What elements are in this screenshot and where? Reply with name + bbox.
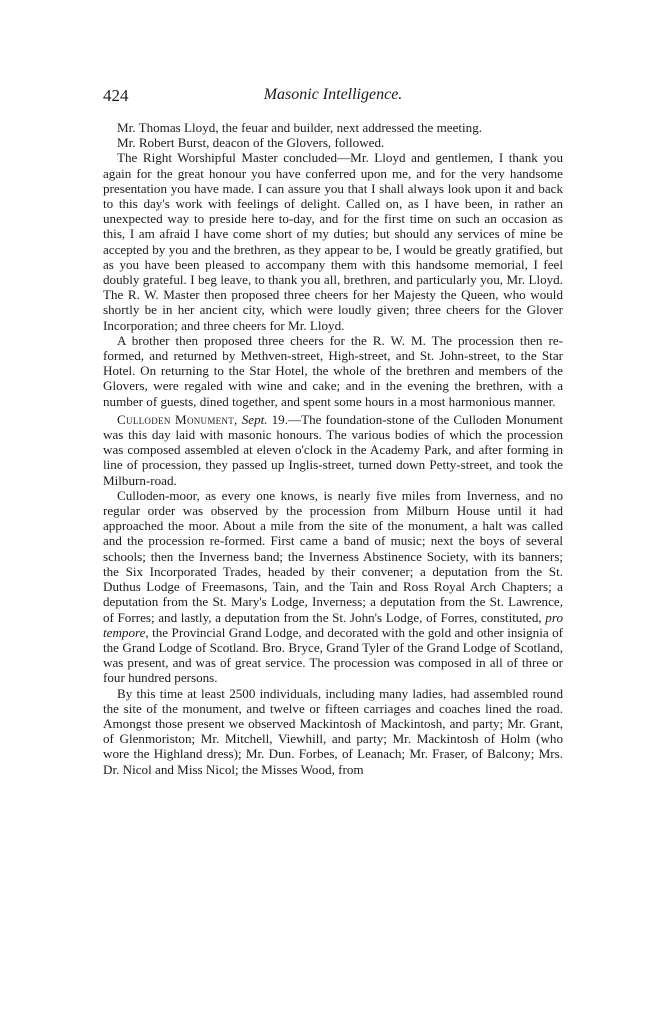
running-head: Masonic Intelligence. <box>263 86 403 103</box>
paragraph: The Right Worshipful Master concluded—Mr. Lloyd and gentlemen, I thank you again for the great honour you have conferred upon me, and for the very handsome presentation you have made. I can assure you that I shall always look upon it and back to this day's work with feelings of delight. Called on, as I have been, in rather an unexpected way to preside here to-day, and for the first time on such an occasion as this, I am afraid I have come short of my duties; but should any services of mine be accepted by you and the brethren, as they appear to be, I would be greatly gratified, but as you have been pleased to accompany them with this handsome memorial, I feel doubly grateful. I beg leave, to thank you all, brethren, and particularly you, Mr. Lloyd. The R. W. Master then proposed three cheers for her Majesty the Queen, who would shortly be in her ancient city, which were loudly given; three cheers for the Glover Incorporation; and three cheers for Mr. Lloyd. <box>103 150 563 333</box>
section-date: Sept. <box>241 411 268 427</box>
section-heading: Culloden Monument, <box>117 411 238 427</box>
paragraph-culloden <box>103 412 563 488</box>
page-number: 424 <box>103 86 129 105</box>
page-header <box>103 86 563 114</box>
paragraph-text: 19.—The foundation-stone of the Culloden Monument was this day laid with masonic honours. The various bodies of which the procession was composed assembled at eleven o'clock in the Academy Park, and after forming in line of procession, they passed up Inglis-street, turned down Petty-street, and took the Milburn-road. <box>103 411 563 488</box>
paragraph: By this time at least 2500 individuals, including many ladies, had assembled round the site of the monument, and twelve or fifteen carriages and coaches lined the road. Amongst those present we observed Mackintosh of Mackintosh, and party; Mr. Grant, of Glenmoriston; Mr. Mitchell, Viewhill, and party; Mr. Mackintosh of Holm (who wore the Highland dress); Mr. Dun. Forbes, of Leanach; Mr. Fraser, of Balcony; Mrs. Dr. Nicol and Miss Nicol; the Misses Wood, from <box>103 685 563 777</box>
paragraph-procession <box>103 488 563 686</box>
paragraph: Mr. Thomas Lloyd, the feuar and builder, next addressed the meeting. <box>117 120 483 135</box>
paragraph: A brother then proposed three cheers for the R. W. M. The procession then re-formed, and returned by Methven-street, High-street, and St. John-street, to the Star Hotel. On returning to the Star Hotel, the whole of the brethren and members of the Glovers, were regaled with wine and cake; and in the evening the brethren, with a number of guests, dined together, and spent some hours in a most harmonious manner. <box>103 332 563 409</box>
page <box>103 86 563 777</box>
paragraph: Mr. Robert Burst, deacon of the Glovers, followed. <box>117 135 385 151</box>
latin-phrase: pro tempore, <box>103 609 563 640</box>
article-body <box>103 120 563 777</box>
paragraph-text: the Provincial Grand Lodge, and decorated with the gold and other insignia of the Grand Lodge of Scotland. Bro. Bryce, Grand Tyler of the Grand Lodge of Scotland, was present, and was of great service. The procession was composed in all of three or four hundred persons. <box>103 624 563 686</box>
paragraph-text: Culloden-moor, as every one knows, is nearly five miles from Inverness, and no regular order was observed by the procession from Milburn House until it had approached the moor. About a mile from the site of the monument, a halt was called and the procession re-formed. First came a band of music; next the boys of several schools; then the Inverness band; the Inverness Abstinence Society, with its banners; the Six Incorporated Trades, headed by their convener; a deputation from the St. Duthus Lodge of Freemasons, Tain, and the Tain and Ross Royal Arch Chapters; a deputation from the St. Mary's Lodge, Inverness; a deputation from the St. Lawrence, of Forres; and lastly, a deputation from the St. John's Lodge, of Forres, constituted, <box>103 487 563 625</box>
